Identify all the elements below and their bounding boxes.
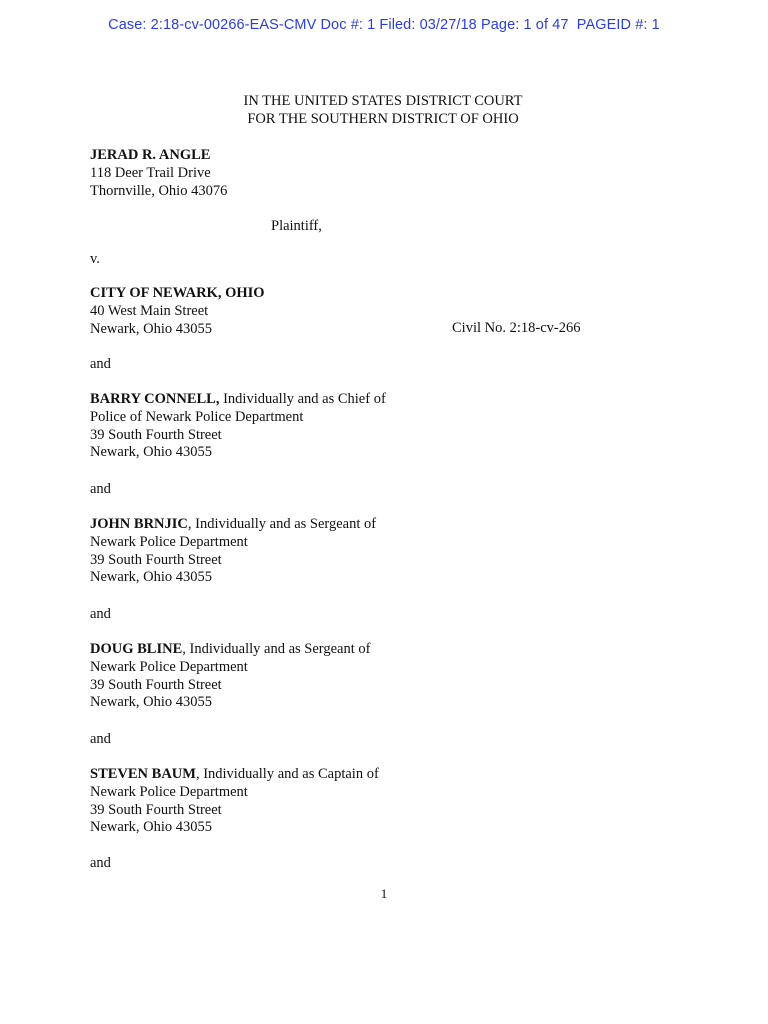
- defendant-block: [90, 391, 386, 462]
- page-number: 1: [380, 886, 388, 901]
- defendant-block: [90, 285, 265, 338]
- defendant-title: , Individually and as Captain of: [195, 766, 379, 782]
- defendant-address-city: Newark, Ohio 43055: [90, 569, 213, 586]
- defendant-name-line: [90, 391, 386, 409]
- defendant-address-street: 40 West Main Street: [90, 302, 209, 319]
- defendant-title-continued: Newark Police Department: [90, 658, 248, 675]
- plaintiff-address-street: 118 Deer Trail Drive: [90, 164, 211, 181]
- defendant-name: BARRY CONNELL,: [90, 391, 220, 407]
- civil-case-number: Civil No. 2:18-cv-266: [452, 320, 581, 336]
- and-connector: and: [90, 731, 111, 747]
- defendant-name-line: [90, 766, 379, 784]
- defendant-block: [90, 641, 370, 712]
- defendant-name: DOUG BLINE: [90, 641, 183, 657]
- versus-label: v.: [90, 251, 100, 267]
- defendant-block: [90, 766, 379, 837]
- defendant-name: JOHN BRNJIC: [90, 516, 188, 532]
- defendant-title-continued: Newark Police Department: [90, 783, 248, 800]
- defendant-name: STEVEN BAUM: [90, 766, 196, 782]
- court-caption: [0, 93, 768, 128]
- defendant-address-city: Newark, Ohio 43055: [90, 320, 213, 337]
- defendant-name-line: [90, 641, 370, 659]
- defendant-address-city: Newark, Ohio 43055: [90, 694, 213, 711]
- defendant-name: CITY OF NEWARK, OHIO: [90, 285, 265, 301]
- case-header-stamp: Case: 2:18-cv-00266-EAS-CMV Doc #: 1 Filed: 03/27/18 Page: 1 of 47 PAGEID #: 1: [108, 17, 660, 33]
- defendant-address-street: 39 South Fourth Street: [90, 801, 222, 818]
- defendant-block: [90, 516, 376, 587]
- and-connector: and: [90, 481, 111, 497]
- defendant-title: , Individually and as Sergeant of: [187, 516, 377, 532]
- defendant-title: , Individually and as Sergeant of: [182, 641, 371, 657]
- defendant-title-continued: Newark Police Department: [90, 533, 248, 550]
- plaintiff-address-city: Thornville, Ohio 43076: [90, 182, 228, 199]
- plaintiff-name: JERAD R. ANGLE: [90, 147, 211, 163]
- defendant-address-street: 39 South Fourth Street: [90, 551, 222, 568]
- defendant-title: Individually and as Chief of: [219, 391, 386, 407]
- and-connector: and: [90, 855, 111, 871]
- plaintiff-role-label: Plaintiff,: [271, 218, 322, 234]
- defendant-address-city: Newark, Ohio 43055: [90, 819, 213, 836]
- court-name-line: IN THE UNITED STATES DISTRICT COURT: [243, 93, 523, 109]
- defendant-name-line: [90, 516, 376, 534]
- defendant-address-street: 39 South Fourth Street: [90, 426, 222, 443]
- and-connector: and: [90, 606, 111, 622]
- defendant-address-street: 39 South Fourth Street: [90, 676, 222, 693]
- defendant-title-continued: Police of Newark Police Department: [90, 408, 304, 425]
- plaintiff-block: [90, 147, 227, 200]
- defendant-address-city: Newark, Ohio 43055: [90, 444, 213, 461]
- and-connector: and: [90, 356, 111, 372]
- court-district-line: FOR THE SOUTHERN DISTRICT OF OHIO: [247, 110, 519, 127]
